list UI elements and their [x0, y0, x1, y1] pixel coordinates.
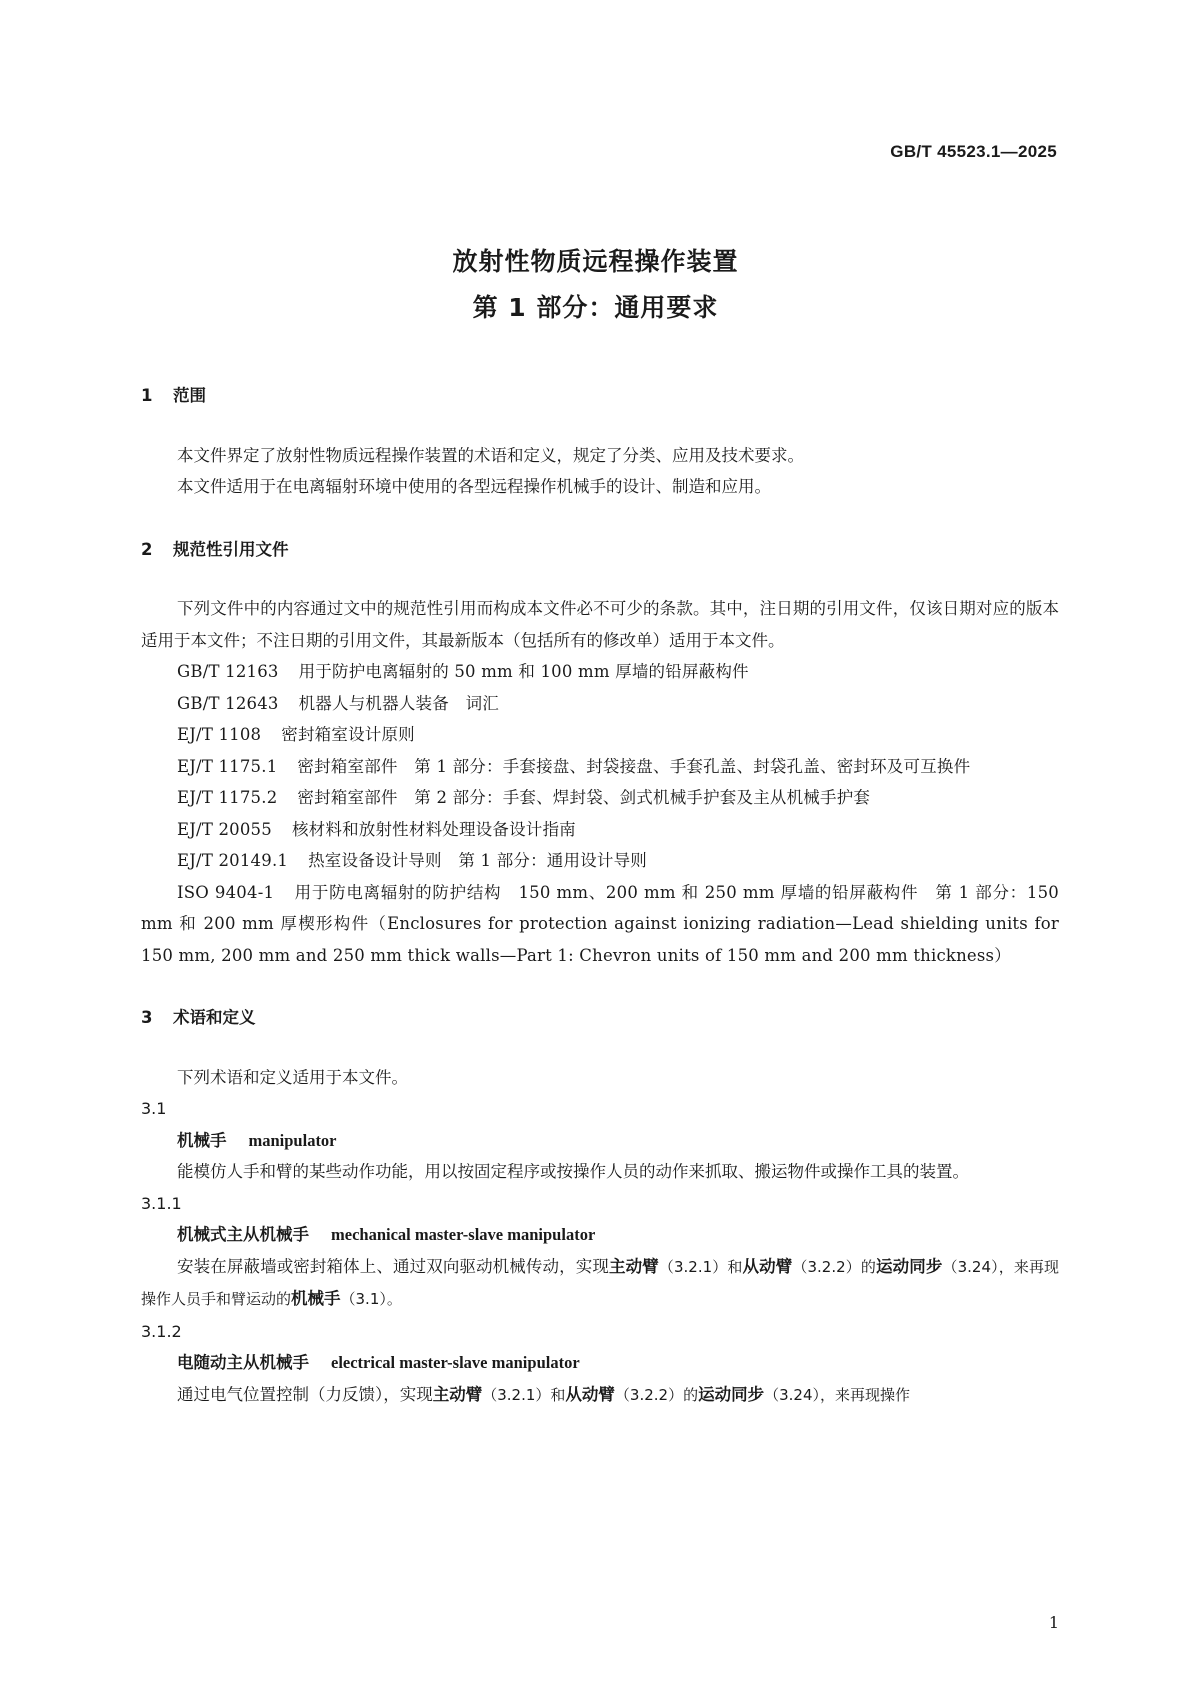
reference-item	[141, 845, 1059, 877]
paragraph: 本文件适用于在电离辐射环境中使用的各型远程操作机械手的设计、制造和应用。	[177, 477, 771, 496]
reference-code: EJ/T 20055	[177, 819, 272, 839]
reference-title: 密封箱室部件 第 1 部分：手套接盘、封袋接盘、手套孔盖、封袋孔盖、密封环及可互换件	[297, 756, 971, 776]
definition-term-ref: 主动臂	[432, 1384, 483, 1404]
term-definition: 能模仿人手和臂的某些动作功能，用以按固定程序或按操作人员的动作来抓取、搬运物件或操作工具的装置。	[177, 1162, 969, 1181]
section-number: 1	[141, 386, 153, 405]
document-title-line1: 放射性物质远程操作装置	[452, 247, 739, 276]
term-en: manipulator	[248, 1130, 337, 1150]
term-heading	[141, 1125, 1059, 1157]
reference-code: EJ/T 1108	[177, 725, 262, 744]
section-title: 术语和定义	[173, 1008, 256, 1027]
definition-term-ref: 从动臂	[565, 1384, 615, 1404]
reference-title: 密封箱室部件 第 2 部分：手套、焊封袋、剑式机械手护套及主从机械手护套	[297, 788, 871, 807]
section-title: 范围	[173, 386, 206, 405]
section-heading-scope	[141, 380, 1059, 412]
reference-item	[141, 656, 1059, 688]
term-number: 3.1.2	[141, 1321, 182, 1341]
section-number: 2	[141, 539, 153, 559]
term-zh: 电随动主从机械手	[177, 1353, 309, 1372]
definition-text: （3.2.1）和	[482, 1385, 566, 1404]
reference-code: GB/T 12643	[177, 693, 279, 713]
reference-item	[141, 814, 1059, 846]
term-definition	[141, 1251, 1059, 1316]
reference-title: 用于防护电离辐射的 50 mm 和 100 mm 厚墙的铅屏蔽构件	[298, 662, 749, 681]
reference-code: EJ/T 1175.2	[177, 788, 278, 807]
section-heading-terms-definitions	[141, 1002, 1059, 1034]
reference-code: EJ/T 1175.1	[177, 756, 278, 776]
reference-title: 用于防电离辐射的防护结构 150 mm、200 mm 和 250 mm 厚墙的铅屏蔽构件 第 1 部分：150 mm 和 200 mm 厚楔形构件（Enclosures for protection against ionizing radiation—Lead shielding units for 150 mm, 200 mm and 250 mm thick walls—Part 1: Chevron units of 150 mm and 200 mm thickness）	[141, 882, 1059, 965]
definition-term-ref: 运动同步	[876, 1256, 943, 1276]
definition-term-ref: 主动臂	[609, 1256, 659, 1276]
definition-text: （3.1）。	[340, 1290, 402, 1308]
reference-item	[141, 782, 1059, 814]
reference-title: 核材料和放射性材料处理设备设计指南	[291, 819, 576, 839]
term-zh: 机械式主从机械手	[177, 1225, 309, 1244]
paragraph: 下列文件中的内容通过文中的规范性引用而构成本文件必不可少的条款。其中，注日期的引用文件，仅该日期对应的版本适用于本文件；不注日期的引用文件，其最新版本（包括所有的修改单）适用于本文件。	[141, 599, 1059, 650]
definition-text: 通过电气位置控制（力反馈），实现	[177, 1384, 433, 1404]
reference-item	[141, 688, 1059, 720]
term-number: 3.1	[141, 1099, 167, 1118]
definition-term-ref: 运动同步	[698, 1384, 765, 1404]
term-en: electrical master-slave manipulator	[331, 1353, 580, 1372]
term-heading	[141, 1347, 1059, 1379]
definition-text: （3.24），来再现操作	[764, 1385, 910, 1404]
section-title: 规范性引用文件	[173, 539, 289, 559]
section-heading-normative-references	[141, 534, 1059, 566]
reference-item	[141, 751, 1059, 783]
reference-item	[141, 877, 1059, 972]
term-number: 3.1.1	[141, 1193, 182, 1213]
reference-code: ISO 9404-1	[177, 882, 275, 902]
reference-code: GB/T 12163	[177, 662, 279, 681]
term-heading	[141, 1219, 1059, 1251]
definition-term-ref: 机械手	[291, 1289, 341, 1308]
section-number: 3	[141, 1008, 153, 1027]
definition-text: （3.2.2）的	[792, 1257, 876, 1276]
reference-title: 机器人与机器人装备 词汇	[298, 693, 500, 713]
definition-text: 安装在屏蔽墙或密封箱体上、通过双向驱动机械传动，实现	[177, 1256, 609, 1276]
standard-code: GB/T 45523.1—2025	[890, 142, 1057, 161]
paragraph: 下列术语和定义适用于本文件。	[177, 1067, 408, 1087]
definition-text: （3.2.1）和	[658, 1257, 743, 1276]
term-zh: 机械手	[177, 1130, 227, 1150]
paragraph: 本文件界定了放射性物质远程操作装置的术语和定义，规定了分类、应用及技术要求。	[177, 445, 804, 465]
reference-title: 密封箱室设计原则	[281, 725, 415, 744]
reference-item	[141, 719, 1059, 751]
definition-term-ref: 从动臂	[742, 1256, 793, 1276]
definition-text: （3.2.2）的	[614, 1385, 699, 1404]
term-en: mechanical master-slave manipulator	[331, 1225, 596, 1244]
document-title-line2: 第 1 部分：通用要求	[472, 293, 719, 322]
term-definition	[141, 1379, 1059, 1412]
reference-code: EJ/T 20149.1	[177, 851, 289, 870]
document-body	[141, 380, 1059, 1411]
page-number: 1	[1048, 1613, 1059, 1632]
definition-text: （3.24），来再现操作人员手和臂运动的	[141, 1257, 1060, 1308]
reference-title: 热室设备设计导则 第 1 部分：通用设计导则	[308, 851, 647, 870]
